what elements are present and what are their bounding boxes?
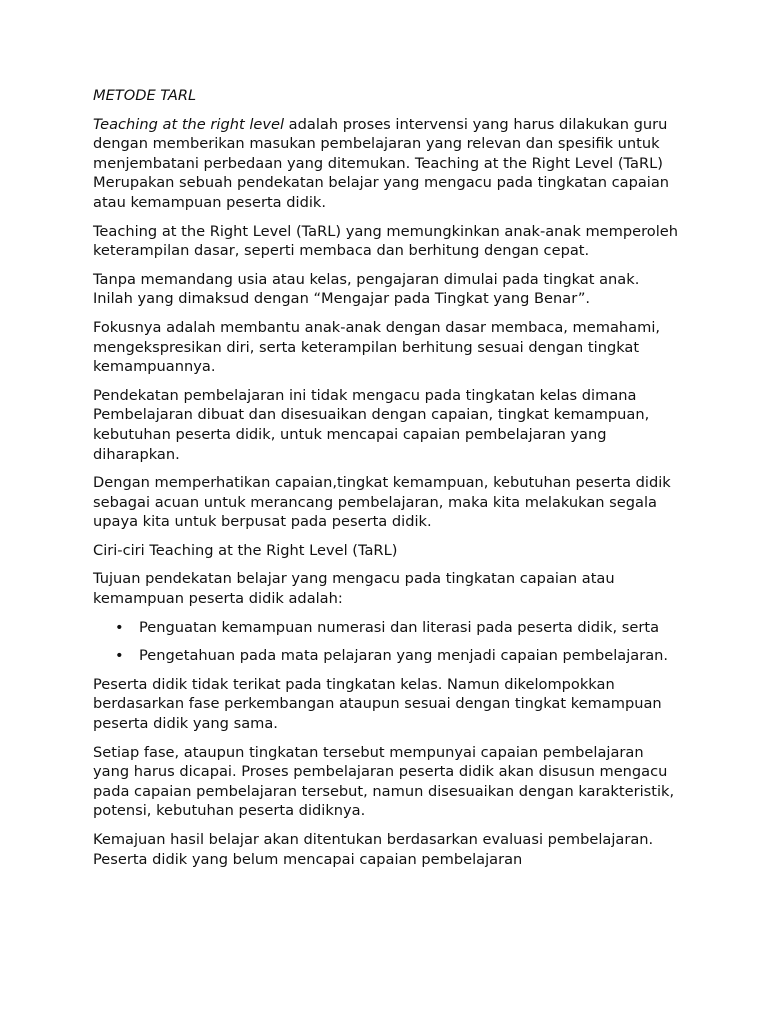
paragraph-6: Dengan memperhatikan capaian,tingkat kemampuan, kebutuhan peserta didik sebagai acuan untuk merancang pembelajaran, maka kita melakukan segala upaya kita untuk berpusat pada peserta didik.	[93, 474, 671, 531]
bullet-list	[93, 618, 683, 666]
document-title: METODE TARL	[93, 87, 197, 104]
intro-italic-term: Teaching at the right level	[93, 115, 285, 133]
document-page	[93, 86, 683, 878]
list-item	[93, 618, 683, 638]
intro-text: adalah proses intervensi yang harus dilakukan guru dengan memberikan masukan pembelajaran yang relevan dan spesifik untuk menjembatani perbedaan yang ditemukan. Teaching at the Right Level (TaRL) Merupakan sebuah pendekatan belajar yang mengacu pada tingkatan capaian atau kemampuan peserta didik.	[93, 115, 670, 211]
list-item-text: Penguatan kemampuan numerasi dan literasi pada peserta didik, serta	[139, 618, 660, 636]
paragraph-11: Kemajuan hasil belajar akan ditentukan berdasarkan evaluasi pembelajaran. Peserta didik yang belum mencapai capaian pembelajaran	[93, 831, 654, 868]
paragraph-10: Setiap fase, ataupun tingkatan tersebut mempunyai capaian pembelajaran yang harus dicapai. Proses pembelajaran peserta didik akan disusun mengacu pada capaian pembelajaran tersebut, namun disesuaikan dengan karakteristik, potensi, kebutuhan peserta didiknya.	[93, 743, 675, 820]
list-item-text: Pengetahuan pada mata pelajaran yang menjadi capaian pembelajaran.	[139, 647, 669, 665]
paragraph-intro	[93, 115, 683, 213]
paragraph-4: Fokusnya adalah membantu anak-anak dengan dasar membaca, memahami, mengekspresikan diri, serta keterampilan berhitung sesuai dengan tingkat kemampuannya.	[93, 318, 661, 376]
bullet-icon: •	[115, 647, 124, 665]
paragraph-tujuan: Tujuan pendekatan belajar yang mengacu pada tingkatan capaian atau kemampuan peserta didik adalah:	[93, 570, 615, 608]
list-item	[93, 646, 683, 666]
bullet-icon: •	[115, 618, 124, 636]
paragraph-2: Teaching at the Right Level (TaRL) yang memungkinkan anak-anak memperoleh keterampilan dasar, seperti membaca dan berhitung dengan cepat.	[93, 222, 679, 260]
paragraph-5: Pendekatan pembelajaran ini tidak mengacu pada tingkatan kelas dimana Pembelajaran dibuat dan disesuaikan dengan capaian, tingkat kemampuan, kebutuhan peserta didik, untuk mencapai capaian pembelajaran yang diharapkan.	[93, 386, 650, 463]
paragraph-3: Tanpa memandang usia atau kelas, pengajaran dimulai pada tingkat anak. Inilah yang dimaksud dengan “Mengajar pada Tingkat yang Benar”.	[93, 270, 640, 308]
paragraph-9: Peserta didik tidak terikat pada tingkatan kelas. Namun dikelompokkan berdasarkan fase perkembangan ataupun sesuai dengan tingkat kemampuan peserta didik yang sama.	[93, 675, 662, 733]
section-heading-ciri-ciri: Ciri-ciri Teaching at the Right Level (TaRL)	[93, 541, 398, 559]
